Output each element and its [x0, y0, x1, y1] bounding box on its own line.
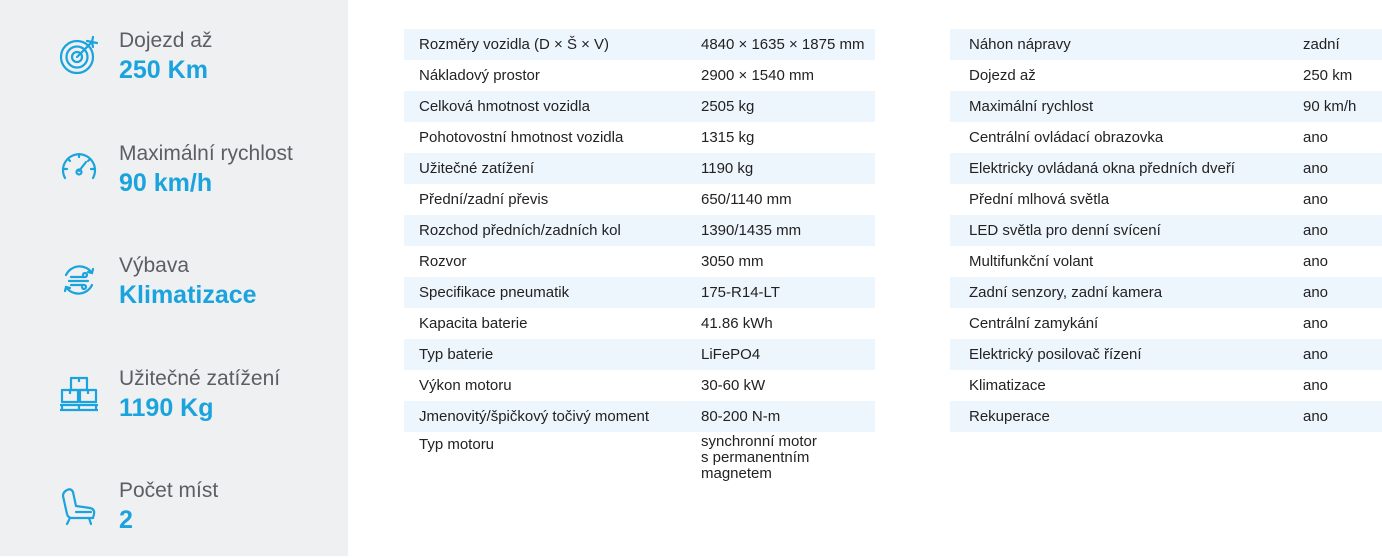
feature-payload-label: Užitečné zatížení: [119, 367, 281, 390]
spec-value: 1190 kg: [701, 153, 875, 184]
table-row: [950, 246, 1382, 277]
spec-value: ano: [1303, 277, 1382, 308]
spec-value: ano: [1303, 129, 1329, 146]
spec-value: ano: [1303, 315, 1329, 332]
table-row: [950, 401, 1382, 432]
spec-value: ano: [1303, 339, 1382, 370]
spec-key: Klimatizace: [969, 377, 1046, 394]
spec-key: Rekuperace: [950, 401, 1303, 432]
table-row: [404, 215, 875, 246]
spec-key: Elektricky ovládaná okna předních dveří: [950, 153, 1303, 184]
spec-value: 175-R14-LT: [701, 277, 875, 308]
feature-seats: [58, 478, 348, 558]
spec-value: 90 km/h: [1303, 91, 1382, 122]
feature-equipment-value: Klimatizace: [119, 281, 257, 309]
spec-value: 2505 kg: [701, 91, 875, 122]
spec-key: Výkon motoru: [419, 377, 512, 394]
table-row: [950, 308, 1382, 339]
feature-seats-label: Počet míst: [119, 479, 219, 502]
spec-key: Typ motoru: [419, 436, 495, 453]
table-row: [950, 153, 1382, 184]
table-row: [404, 184, 875, 215]
feature-range: [58, 28, 348, 108]
spec-value: 1315 kg: [701, 129, 755, 146]
speedometer-icon: [58, 147, 100, 189]
table-row: [404, 153, 875, 184]
spec-value: 30-60 kW: [701, 377, 766, 394]
spec-key: Rozměry vozidla (D × Š × V): [404, 29, 701, 60]
table-row: [950, 370, 1382, 401]
spec-key: Jmenovitý/špičkový točivý moment: [404, 401, 701, 432]
feature-seats-value: 2: [119, 506, 133, 534]
feature-range-value: 250 Km: [119, 56, 208, 84]
spec-value: ano: [1303, 401, 1382, 432]
cargo-pallet-icon: [58, 372, 100, 414]
table-row: [404, 401, 875, 432]
car-seat-icon: [58, 484, 100, 526]
table-row: [404, 370, 875, 401]
spec-value: 41.86 kWh: [701, 315, 773, 332]
spec-value-line1: synchronní motor: [701, 433, 817, 450]
table-row: [950, 29, 1382, 60]
spec-value-line2: s permanentním magnetem: [701, 449, 810, 482]
spec-value: ano: [1303, 153, 1382, 184]
table-row: [404, 308, 875, 339]
table-row: [950, 277, 1382, 308]
spec-value: 1390/1435 mm: [701, 215, 875, 246]
spec-value: ano: [1303, 377, 1329, 394]
spec-value: LiFePO4: [701, 339, 875, 370]
spec-key: Náhon nápravy: [950, 29, 1303, 60]
spec-key: Centrální ovládací obrazovka: [969, 129, 1164, 146]
spec-value: 80-200 N-m: [701, 401, 875, 432]
target-icon: [58, 34, 100, 76]
air-conditioning-icon: [58, 259, 100, 301]
table-row: [950, 215, 1382, 246]
spec-value: 650/1140 mm: [701, 191, 792, 208]
spec-value: [701, 432, 875, 482]
feature-max-speed-value: 90 km/h: [119, 169, 213, 197]
table-row: [404, 29, 875, 60]
table-row: [404, 91, 875, 122]
feature-equipment-label: Výbava: [119, 254, 190, 277]
spec-key: Zadní senzory, zadní kamera: [950, 277, 1303, 308]
spec-table-left: [404, 29, 875, 482]
spec-key: Kapacita baterie: [419, 315, 528, 332]
feature-range-label: Dojezd až: [119, 29, 213, 52]
table-row: [950, 339, 1382, 370]
spec-key: Elektrický posilovač řízení: [950, 339, 1303, 370]
spec-value: ano: [1303, 253, 1329, 270]
spec-key: Specifikace pneumatik: [404, 277, 701, 308]
spec-value: 3050 mm: [701, 253, 764, 270]
spec-key: Dojezd až: [969, 67, 1036, 84]
feature-payload: [58, 366, 348, 446]
table-row: [950, 60, 1382, 91]
table-row: [404, 122, 875, 153]
spec-key: Přední mlhová světla: [969, 191, 1110, 208]
table-row: [404, 246, 875, 277]
feature-payload-value: 1190 Kg: [119, 394, 214, 422]
feature-max-speed: [58, 141, 348, 221]
spec-value: ano: [1303, 191, 1329, 208]
spec-value: 250 km: [1303, 67, 1353, 84]
spec-value: 4840 × 1635 × 1875 mm: [701, 29, 875, 60]
spec-key: Maximální rychlost: [950, 91, 1303, 122]
feature-max-speed-label: Maximální rychlost: [119, 142, 293, 165]
spec-key: Typ baterie: [404, 339, 701, 370]
spec-key: Multifunkční volant: [969, 253, 1094, 270]
spec-key: Pohotovostní hmotnost vozidla: [419, 129, 624, 146]
table-row: [950, 91, 1382, 122]
table-row: [404, 339, 875, 370]
spec-value: ano: [1303, 215, 1382, 246]
table-row: [404, 432, 875, 482]
features-sidebar: [0, 0, 348, 556]
table-row: [404, 60, 875, 91]
spec-key: LED světla pro denní svícení: [950, 215, 1303, 246]
spec-key: Přední/zadní převis: [419, 191, 549, 208]
table-row: [404, 277, 875, 308]
table-row: [950, 122, 1382, 153]
spec-key: Celková hmotnost vozidla: [404, 91, 701, 122]
table-row: [950, 184, 1382, 215]
spec-key: Rozvor: [419, 253, 467, 270]
spec-value: zadní: [1303, 29, 1382, 60]
spec-key: Rozchod předních/zadních kol: [404, 215, 701, 246]
spec-key: Centrální zamykání: [969, 315, 1099, 332]
spec-table-right: [950, 29, 1382, 432]
feature-equipment: [58, 253, 348, 333]
spec-value: 2900 × 1540 mm: [701, 67, 814, 84]
spec-key: Užitečné zatížení: [404, 153, 701, 184]
spec-key: Nákladový prostor: [419, 67, 540, 84]
